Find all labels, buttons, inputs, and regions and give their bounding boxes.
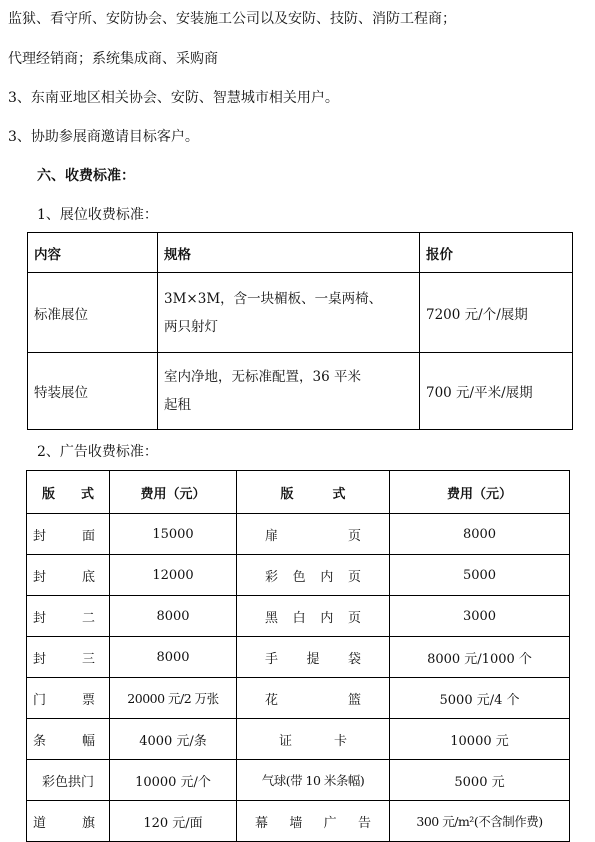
ad-format-char: 页	[347, 569, 361, 585]
ad-format-cell	[237, 596, 390, 637]
ad-format-char: 门	[33, 692, 47, 708]
ad-format-char: 道	[33, 815, 47, 831]
booth-price-cell: 700 元/平米/展期	[420, 353, 573, 430]
booth-spec-cell	[158, 353, 420, 430]
ad-format-char: 广	[323, 815, 337, 831]
booth-spec-line: 3M×3M，含一块楣板、一桌两椅、	[164, 290, 383, 307]
ad-format-char: 彩	[265, 569, 279, 585]
ad-format-cell	[27, 760, 110, 801]
ad-format-cell	[237, 719, 390, 760]
ad-format-text: 彩色拱门	[41, 774, 94, 790]
ad-format-char: 封	[33, 569, 47, 585]
booth-spec-line: 室内净地，无标准配置，36 平米	[164, 369, 361, 385]
ad-format-char: 条	[33, 733, 47, 749]
ad-format-cell	[27, 596, 110, 637]
ad-format-char: 墙	[289, 815, 303, 831]
booth-spec-line: 两只射灯	[164, 318, 218, 335]
ad-format-cell	[237, 801, 390, 842]
booth-spec-cell	[158, 273, 420, 353]
ad-fee-cell: 300 元/m²(不含制作费)	[390, 801, 570, 842]
section-heading-fees: 六、收费标准：	[37, 168, 135, 184]
booth-content-cell: 标准展位	[28, 273, 158, 353]
ad-fee-cell: 12000	[110, 555, 237, 596]
ad-format-cell	[237, 760, 390, 801]
paragraph-line-1: 监狱、看守所、安防协会、安装施工公司以及安防、技防、消防工程商；	[8, 11, 456, 27]
ad-fee-cell: 5000	[390, 555, 570, 596]
paragraph-line-4: 3、协助参展商邀请目标客户。	[8, 129, 199, 145]
ad-format-text: 气球(带 10 米条幅)	[261, 773, 365, 788]
ad-format-char: 白	[292, 610, 306, 626]
ad-format-cell	[27, 514, 110, 555]
booth-row	[28, 353, 573, 430]
ad-row	[27, 637, 570, 678]
ad-format-char: 封	[33, 651, 47, 667]
ad-row	[27, 555, 570, 596]
ad-format-char: 篮	[347, 692, 361, 708]
ad-fee-cell: 20000 元/2 万张	[110, 678, 237, 719]
booth-row	[28, 273, 573, 353]
ad-row	[27, 678, 570, 719]
ad-format-cell	[237, 637, 390, 678]
ad-fee-cell: 3000	[390, 596, 570, 637]
ad-format-char: 封	[33, 610, 47, 626]
ad-format-cell	[27, 801, 110, 842]
ad-format-cell	[237, 514, 390, 555]
ad-format-char: 提	[306, 651, 320, 667]
ad-format-char: 票	[81, 692, 95, 708]
ad-format-char: 卡	[333, 733, 347, 749]
ad-format-char: 告	[357, 815, 371, 831]
ad-format-char: 内	[320, 569, 334, 585]
booth-header-price: 报价	[420, 233, 573, 273]
ad-header-format: 版 式	[237, 471, 390, 514]
ad-format-cell	[27, 719, 110, 760]
ad-fee-cell: 120 元/面	[110, 801, 237, 842]
ad-fee-table	[26, 470, 570, 842]
ad-fee-cell: 8000	[110, 596, 237, 637]
ad-row	[27, 514, 570, 555]
ad-fee-cell: 8000	[110, 637, 237, 678]
ad-fee-cell: 8000	[390, 514, 570, 555]
ad-format-char: 手	[265, 651, 279, 667]
ad-fee-cell: 10000 元/个	[110, 760, 237, 801]
paragraph-line-2: 代理经销商；系统集成商、采购商	[8, 51, 218, 67]
ad-format-char: 底	[81, 569, 95, 585]
ad-format-char: 页	[347, 528, 361, 544]
ad-format-char: 内	[320, 610, 334, 626]
ad-row	[27, 760, 570, 801]
paragraph-line-3: 3、东南亚地区相关协会、安防、智慧城市相关用户。	[8, 90, 339, 106]
ad-row	[27, 719, 570, 760]
ad-row	[27, 801, 570, 842]
ad-format-char: 旗	[81, 815, 95, 831]
booth-content-cell: 特装展位	[28, 353, 158, 430]
booth-spec-line: 起租	[164, 397, 191, 413]
subheading-ad-fees: 2、广告收费标准：	[37, 444, 158, 460]
ad-format-char: 黑	[265, 610, 279, 626]
ad-header-fee: 费用（元）	[390, 471, 570, 514]
booth-fee-table	[27, 232, 573, 430]
ad-format-cell	[27, 678, 110, 719]
ad-fee-cell: 15000	[110, 514, 237, 555]
ad-format-cell	[237, 678, 390, 719]
ad-fee-cell: 10000 元	[390, 719, 570, 760]
booth-header-content: 内容	[28, 233, 158, 273]
booth-header-row	[28, 233, 573, 273]
ad-format-char: 证	[279, 733, 293, 749]
booth-price-cell: 7200 元/个/展期	[420, 273, 573, 353]
ad-format-cell	[237, 555, 390, 596]
subheading-booth-fees: 1、展位收费标准：	[37, 207, 158, 223]
ad-fee-cell: 4000 元/条	[110, 719, 237, 760]
ad-header-fee: 费用（元）	[110, 471, 237, 514]
ad-format-char: 袋	[347, 651, 361, 667]
ad-format-cell	[27, 637, 110, 678]
ad-fee-cell: 5000 元	[390, 760, 570, 801]
ad-format-char: 页	[347, 610, 361, 626]
ad-format-char: 幅	[81, 733, 95, 749]
ad-format-char: 封	[33, 528, 47, 544]
ad-format-char: 花	[265, 692, 279, 708]
ad-format-char: 幕	[255, 815, 269, 831]
ad-row	[27, 596, 570, 637]
ad-format-cell	[27, 555, 110, 596]
ad-fee-cell: 5000 元/4 个	[390, 678, 570, 719]
ad-format-char: 扉	[265, 528, 279, 544]
ad-format-char: 三	[81, 651, 95, 667]
ad-header-row	[27, 471, 570, 514]
ad-fee-cell: 8000 元/1000 个	[390, 637, 570, 678]
booth-header-spec: 规格	[158, 233, 420, 273]
ad-format-char: 面	[81, 528, 95, 544]
ad-header-format: 版 式	[27, 471, 110, 514]
ad-format-char: 二	[81, 610, 95, 626]
ad-format-char: 色	[292, 569, 306, 585]
